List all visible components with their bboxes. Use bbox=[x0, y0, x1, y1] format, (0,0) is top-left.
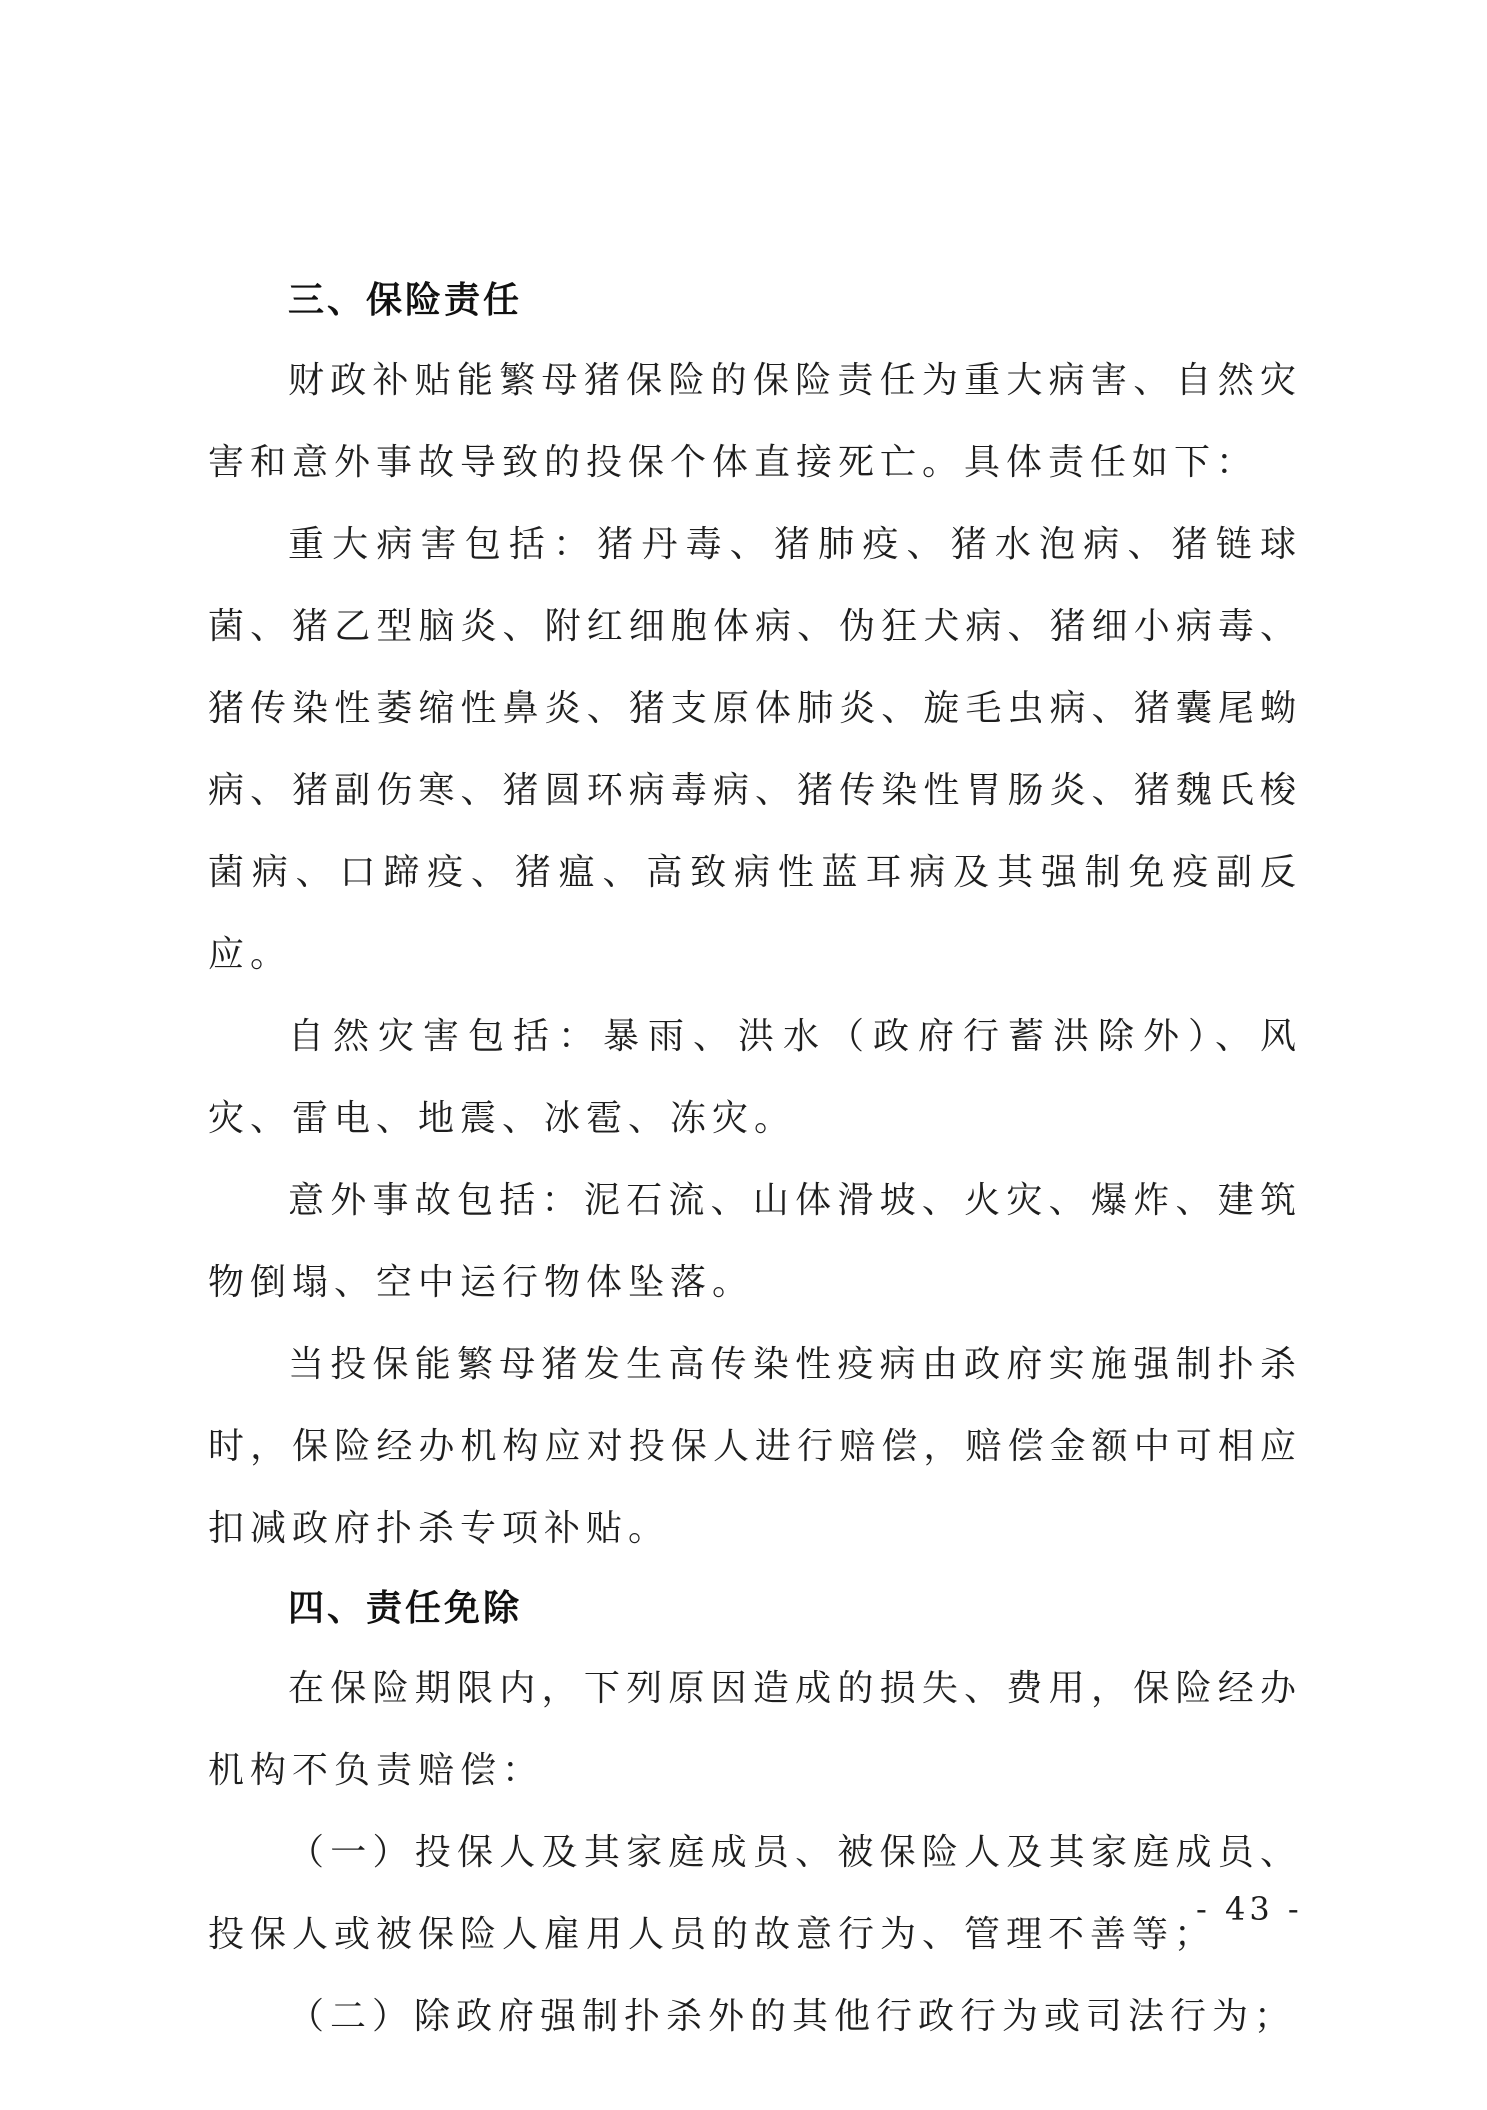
paragraph: 自然灾害包括：暴雨、洪水（政府行蓄洪除外）、风灾、雷电、地震、冰雹、冻灾。 bbox=[208, 1016, 1302, 1139]
paragraph: 重大病害包括：猪丹毒、猪肺疫、猪水泡病、猪链球菌、猪乙型脑炎、附红细胞体病、伪狂犬病、猪细小病毒、猪传染性萎缩性鼻炎、猪支原体肺炎、旋毛虫病、猪囊尾蚴病、猪副伤寒、猪圆环病毒病、猪传染性胃肠炎、猪魏氏梭菌病、口蹄疫、猪瘟、高致病性蓝耳病及其强制免疫副反应。 bbox=[208, 524, 1302, 975]
paragraph: 在保险期限内，下列原因造成的损失、费用，保险经办机构不负责赔偿： bbox=[208, 1668, 1302, 1791]
page-number: - 43 - bbox=[1196, 1890, 1303, 1928]
paragraph: （一）投保人及其家庭成员、被保险人及其家庭成员、投保人或被保险人雇用人员的故意行为、管理不善等； bbox=[208, 1832, 1302, 1955]
section-liability-exclusion bbox=[208, 1570, 1302, 2058]
section-insurance-liability bbox=[208, 262, 1302, 1570]
section-heading: 三、保险责任 bbox=[288, 280, 523, 321]
paragraph: 当投保能繁母猪发生高传染性疫病由政府实施强制扑杀时，保险经办机构应对投保人进行赔偿，赔偿金额中可相应扣减政府扑杀专项补贴。 bbox=[208, 1344, 1302, 1549]
paragraph: （二）除政府强制扑杀外的其他行政行为或司法行为； bbox=[288, 1996, 1297, 2037]
section-heading: 四、责任免除 bbox=[288, 1588, 523, 1629]
document-body bbox=[208, 262, 1302, 2058]
paragraph: 财政补贴能繁母猪保险的保险责任为重大病害、自然灾害和意外事故导致的投保个体直接死亡。具体责任如下： bbox=[208, 360, 1302, 483]
paragraph: 意外事故包括：泥石流、山体滑坡、火灾、爆炸、建筑物倒塌、空中运行物体坠落。 bbox=[208, 1180, 1302, 1303]
